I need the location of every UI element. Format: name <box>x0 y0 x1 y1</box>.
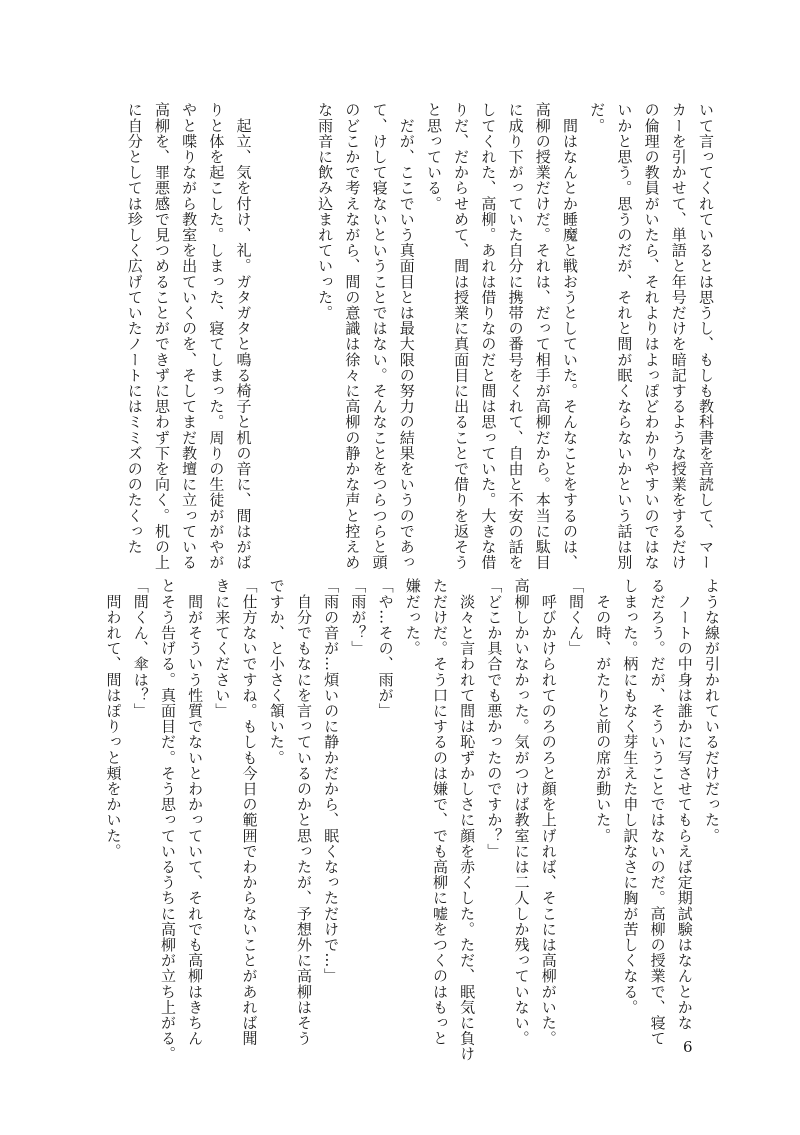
upper-text-block <box>125 102 719 570</box>
text-column: 間がそういう性質でないとわかっていて、それでも高柳はきちん <box>186 578 205 1046</box>
text-column: 「雨の音が…煩いのに静かだから、眠くなっただけで…」 <box>322 578 341 984</box>
text-column: りだ、だからせめて、間は授業に真面目に出ることで借りを返そう <box>452 102 471 570</box>
text-column: やと喋りながら教室を出ていくのを、そしてまだ教壇に立っている <box>180 102 199 570</box>
text-column: 間はなんとか睡魔と戦おうとしていた。そんなことをするのは、 <box>560 102 579 570</box>
text-column: 嫌だった。 <box>403 578 422 656</box>
text-column: いて言ってくれているとは思うし、もしも教科書を音読して、マー <box>697 102 715 570</box>
text-column: 自分でもなにを言っているのかと思ったが、予想外に高柳はそう <box>294 578 313 1046</box>
text-column: に自分としては珍しく広げていたノートにはミミズののたくった <box>125 102 144 555</box>
text-column: 呼びかけられてのろのろと顔を上げれば、そこには高柳がいた。 <box>539 578 558 1046</box>
text-column: その時、がたりと前の席が動いた。 <box>594 578 613 844</box>
text-column: だが、ここでいう真面目とは最大限の努力の結果をいうのであっ <box>397 102 416 570</box>
text-column: な雨音に飲み込まれていった。 <box>316 102 335 321</box>
text-column: ノートの中身は誰かに写させてもらえば定期試験はなんとかな <box>675 578 694 1031</box>
page-number: 6 <box>683 1038 693 1056</box>
text-column <box>257 102 284 542</box>
text-column: 起立、気を付け、礼。ガタガタと鳴る椅子と机の音に、間はがば <box>234 102 253 570</box>
text-column: カーを引かせて、単語と年号だけを暗記するような授業をするだけ <box>669 102 688 570</box>
text-column: しまった。柄にもなく芽生えた申し訳なさに胸が苦しくなる。 <box>621 578 640 1015</box>
text-column: ですか、と小さく頷いた。 <box>267 578 286 766</box>
lower-text-block <box>104 578 725 1062</box>
text-column: 「雨が？」 <box>349 578 368 656</box>
text-column: 「や…その、雨が」 <box>376 578 395 719</box>
text-column: 「間くん、傘は？」 <box>131 578 150 719</box>
text-column: だ。 <box>588 102 607 134</box>
text-column: に成り下がっていた自分に携帯の番号をくれて、自由と不安の話を <box>506 102 525 570</box>
text-column: りと体を起こした。しまった、寝てしまった。周りの生徒ががやが <box>207 102 226 570</box>
text-column: るだろう。だが、そういうことではないのだ。高柳の授業で、寝て <box>648 578 667 1046</box>
text-column: 「間くん」 <box>566 578 585 656</box>
text-column: 淡々と言われて間は恥ずかしさに顔を赤くした。ただ、眠気に負け <box>458 578 477 1062</box>
text-column: ただけだ。そう口にするのは嫌で、でも高柳に嘘をつくのはもっと <box>430 578 449 1046</box>
text-column: の倫理の教員がいたら、それよりはよっぽどわかりやすいのではな <box>642 102 661 570</box>
text-column: してくれた、高柳。あれは借りなのだと間は思っていた。大きな借 <box>479 102 498 570</box>
text-column: 「仕方ないですね。もしも今日の範囲でわからないことがあれば聞 <box>240 578 259 1046</box>
text-column: とそう告げる。真面目だ。そう思っているうちに高柳が立ち上がる。 <box>158 578 177 1062</box>
text-column: きに来てください」 <box>213 578 232 719</box>
text-column <box>284 102 311 542</box>
text-column: ような線が引かれているだけだった。 <box>703 578 721 844</box>
text-column: 高柳の授業だけだ。それは、だって相手が高柳だから。本当に駄目 <box>533 102 552 570</box>
text-column: と思っている。 <box>424 102 443 212</box>
text-column: 高柳しかいなかった。気がつけば教室には二人しか残っていない。 <box>512 578 531 1046</box>
text-column: 高柳を、罪悪感で見つめることができずに思わず下を向く。机の上 <box>152 102 171 570</box>
text-column: 問われて、間はぽりっと頬をかいた。 <box>104 578 123 859</box>
text-column: て、けして寝ないということではない。そんなことをつらつらと頭 <box>370 102 389 570</box>
text-column: いかと思う。思うのだが、それと間が眠くならないかという話は別 <box>615 102 634 570</box>
text-column: 「どこか具合でも悪かったのですか？」 <box>485 578 504 859</box>
text-column: のどこかで考えながら、間の意識は徐々に高柳の静かな声と控えめ <box>343 102 362 570</box>
